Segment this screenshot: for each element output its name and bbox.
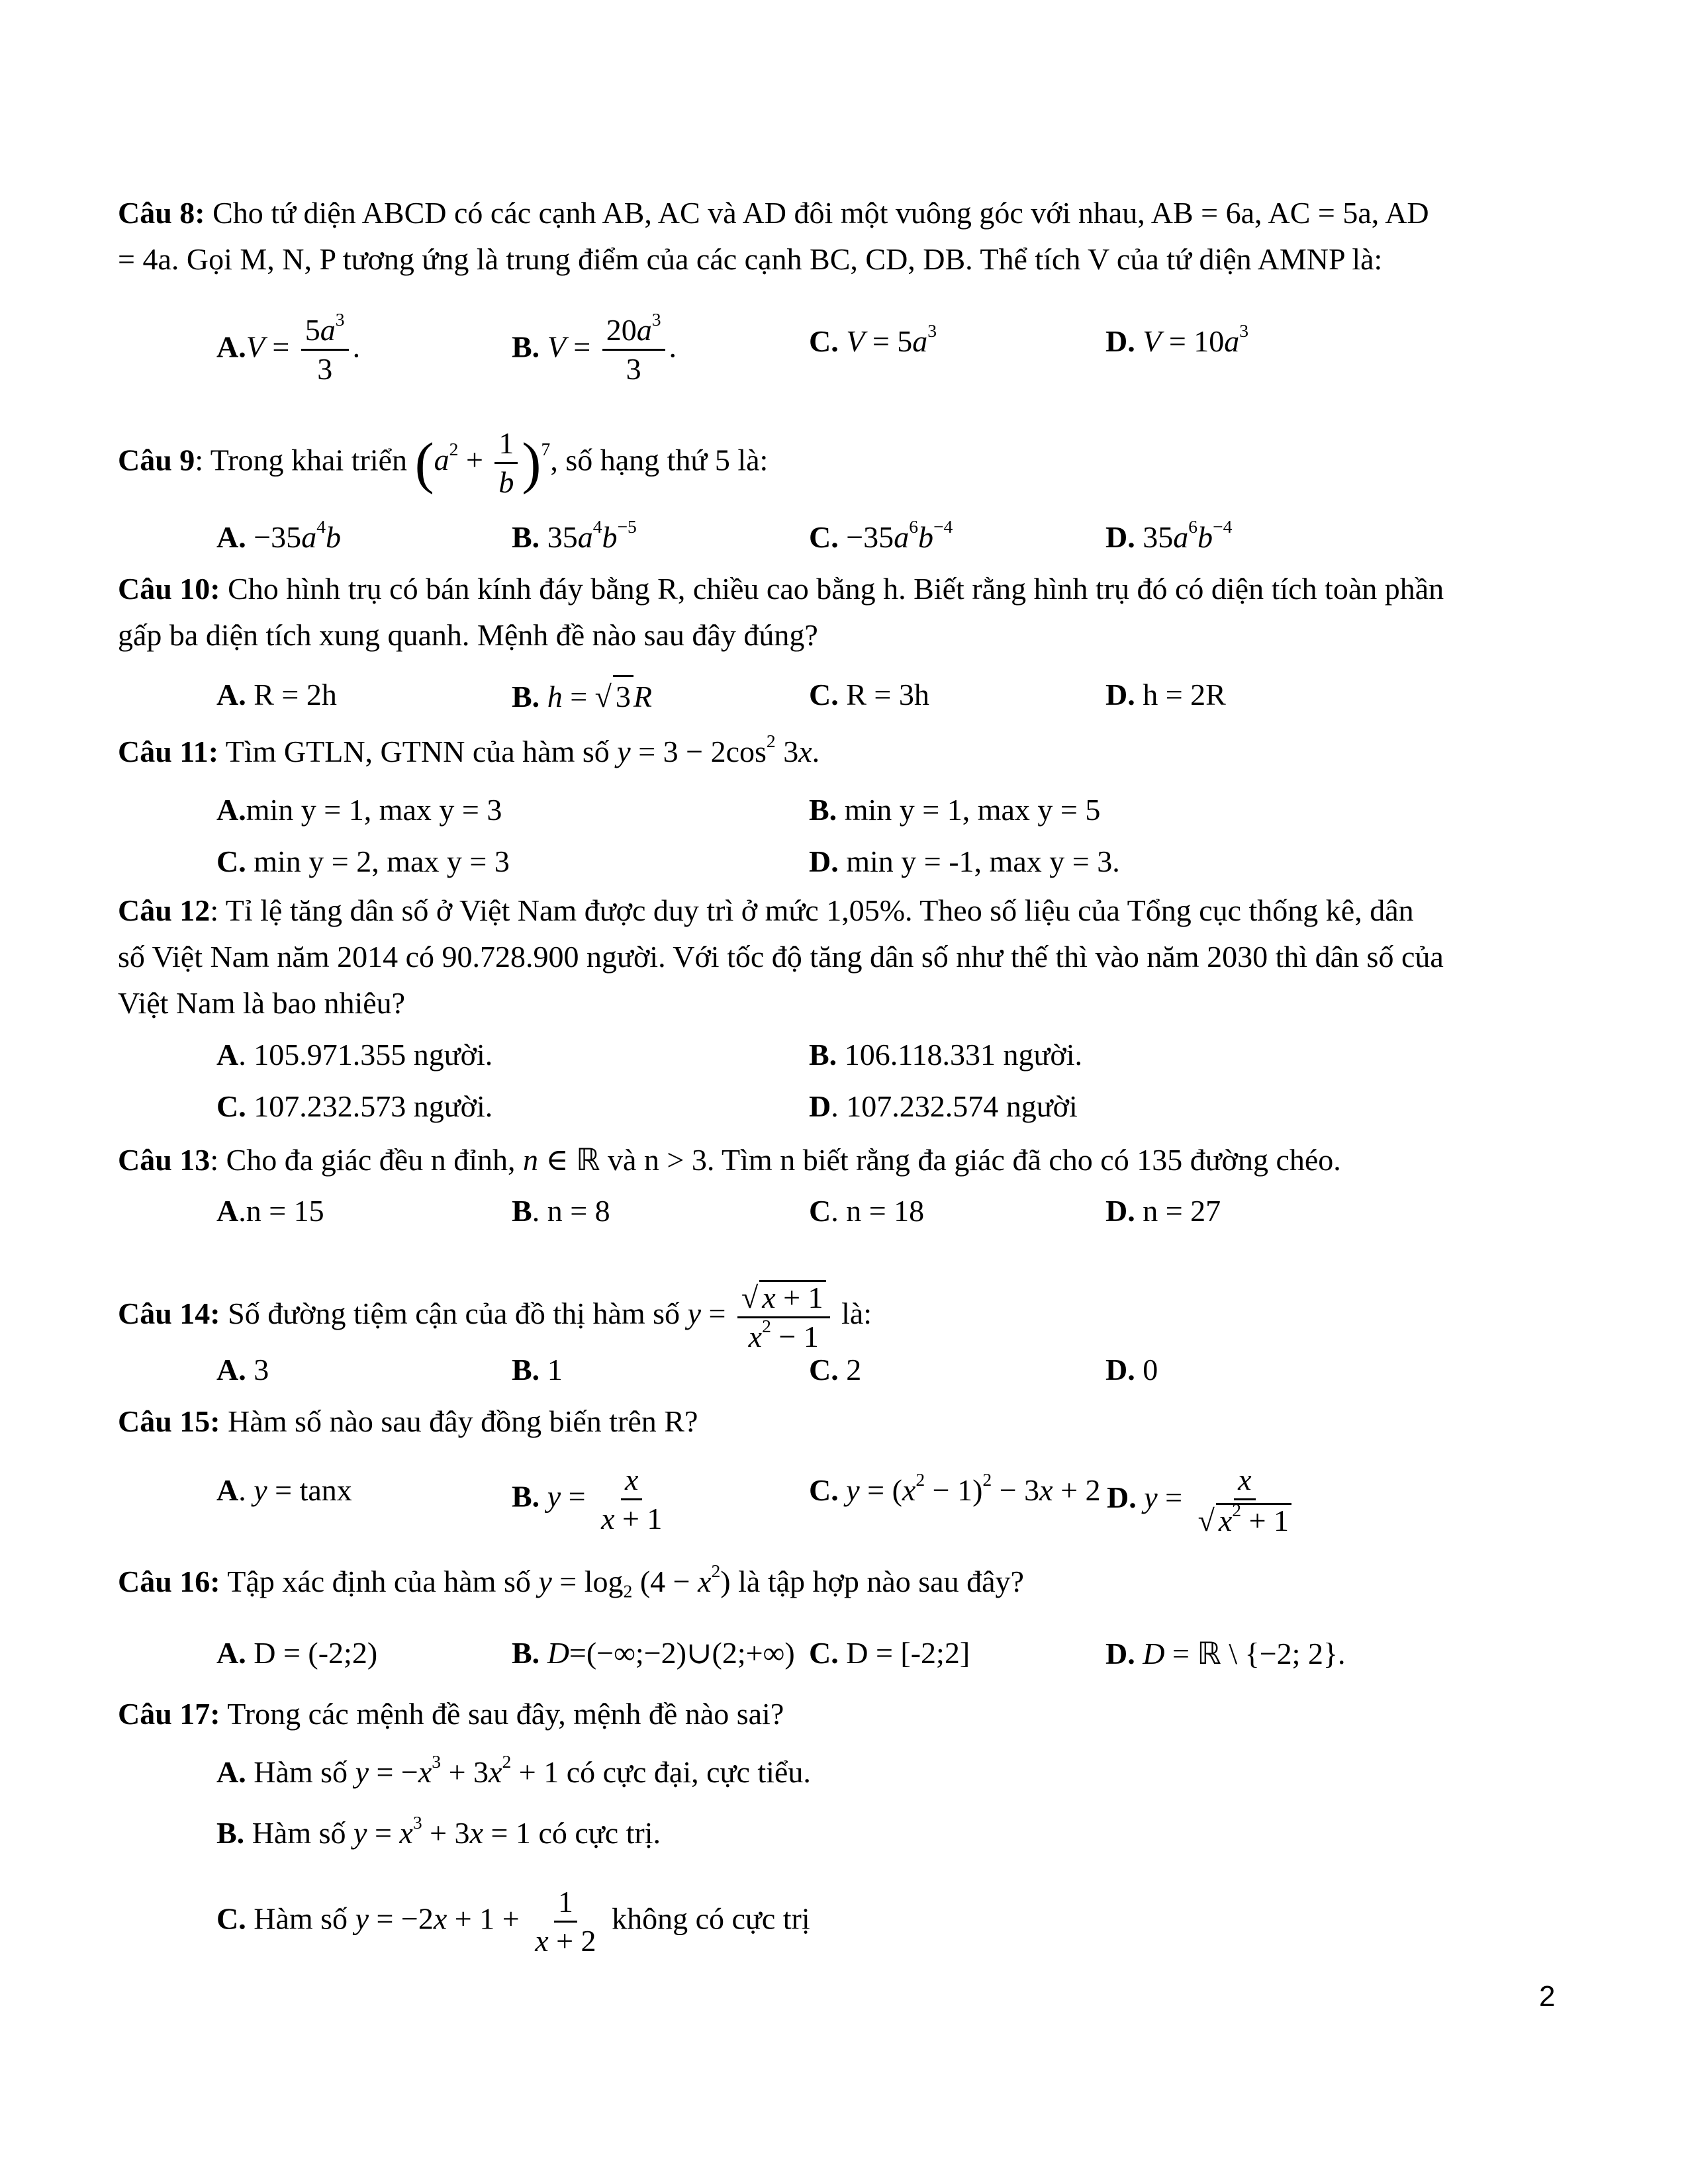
question-11-line: Câu 11: Tìm GTLN, GTNN của hàm số $y = 3 - 2\cos^2$ 3x. [118,730,820,768]
question-9-option-b: B. $35a^4b^{-5}$ [512,516,637,554]
question-13-option-a: A.n = 15 [216,1194,324,1228]
question-8-line-1 [118,193,1429,233]
question-12-line-1: Câu 12: Tỉ lệ tăng dân số ở Việt Nam được duy trì ở mức 1,05%. Theo số liệu của Tổng cục thống kê, dân [118,893,1414,927]
question-9-expression: ($a^2$ + $\frac{1}{b}$ )$^7$ [414,426,551,500]
question-12-option-d: D. 107.232.574 người [809,1089,1078,1123]
question-12-option-a: A. 105.971.355 người. [216,1038,493,1071]
question-11-option-a: A.min y = 1, max y = 3 [216,793,502,827]
question-15-option-b: B. y = $\frac{x}{x + 1}$ [512,1463,663,1536]
question-16-option-b: B. D=(−∞;−2)∪(2;+∞) [512,1636,795,1670]
question-14-line: Câu 14: Số đường tiệm cận của đồ thị hàm số y = $\frac{√ x + 1}{x^2 - 1}$ là: [118,1281,872,1354]
question-12-line-3: Việt Nam là bao nhiêu? [118,986,406,1020]
question-8-line-2 [118,240,1382,279]
question-10-option-c: C. R = 3h [809,678,929,711]
question-13-line: Câu 13: Cho đa giác đều n đỉnh, n ∈ ℝ và n > 3. Tìm n biết rằng đa giác đã cho có 135 đường chéo. [118,1142,1341,1177]
question-12-option-c: C. 107.232.573 người. [216,1089,493,1123]
question-10-option-b: B. h = √ 3R [512,675,652,717]
question-10-line-1: Câu 10: Cho hình trụ có bán kính đáy bằng R, chiều cao bằng h. Biết rằng hình trụ đó có diện tích toàn phần [118,572,1444,606]
question-16-line: Câu 16: Tập xác định của hàm số $y = \log_2 (4 - x^2)$ là tập hợp nào sau đây? [118,1560,1024,1602]
question-16-option-d: D. D = ℝ \ {−2; 2}. [1105,1635,1346,1671]
question-8-text-2: = 4a. Gọi M, N, P tương ứng là trung điểm của các cạnh BC, CD, DB. Thể tích V của tứ diện AMNP là: [118,242,1383,276]
question-11-option-c: C. min y = 2, max y = 3 [216,844,510,878]
question-15-option-d: D. y = $\frac{x}{√ x^2 + 1}$ [1107,1464,1299,1537]
question-11-option-d: D. min y = -1, max y = 3. [809,844,1120,878]
question-11-expression: $y = 3 - 2\cos^2$ 3x. [617,730,820,768]
question-11-option-b: B. min y = 1, max y = 5 [809,793,1101,827]
question-14-expression: y = $\frac{√ x + 1}{x^2 - 1}$ [688,1297,834,1330]
question-9-option-c: C. $-35a^6b^{-4}$ [809,516,953,554]
question-12-option-b: B. 106.118.331 người. [809,1038,1083,1071]
question-16-expression: $y = \log_2 (4 - x^2)$ [538,1560,731,1602]
question-8-option-b: B. V = $\frac{20a^3}{3}$ . [512,308,677,387]
question-15-line: Câu 15: Hàm số nào sau đây đồng biến trên R? [118,1404,698,1438]
question-17-option-c: C. Hàm số y = −2x + 1 + $\frac{1}{x + 2}$ không có cực trị [216,1885,810,1958]
question-9-option-a: A. $-35a^4b$ [216,516,341,554]
question-9-line: Câu 9: Trong khai triển ($a^2$ + $\frac{1}{b}$ )$^7$, số hạng thứ 5 là: [118,426,769,500]
question-8-label: Câu 8: [118,196,205,230]
question-8-option-a: A.V = $\frac{5a^3}{3}$ . [216,308,361,387]
question-13-option-d: D. n = 27 [1105,1194,1221,1228]
question-16-option-c: C. D = [-2;2] [809,1636,970,1670]
question-16-option-a: A. D = (-2;2) [216,1636,378,1670]
question-10-option-d: D. h = 2R [1105,678,1226,711]
question-10-line-2: gấp ba diện tích xung quanh. Mệnh đề nào sau đây đúng? [118,618,818,652]
question-14-option-b: B. 1 [512,1353,563,1387]
question-13-expression: n ∈ ℝ [523,1142,600,1177]
question-12-line-2: số Việt Nam năm 2014 có 90.728.900 người. Với tốc độ tăng dân số như thế thì vào năm 2030 thì dân số của [118,940,1444,974]
page-number: 2 [1539,1980,1556,2013]
question-15-option-c: C. $y = (x^2 - 1)^2 - 3x + 2$ [809,1469,1101,1507]
question-8-text-1: Cho tứ diện ABCD có các cạnh AB, AC và AD đôi một vuông góc với nhau, AB = 6a, AC = 5a, AD [212,196,1429,230]
question-10-option-a: A. R = 2h [216,678,337,711]
question-13-option-b: B. n = 8 [512,1194,610,1228]
question-14-option-c: C. 2 [809,1353,862,1387]
question-8-option-c: C. $V = 5a^3$ [809,320,937,358]
question-14-option-a: A. 3 [216,1353,269,1387]
question-9-option-d: D. $35a^6b^{-4}$ [1105,516,1233,554]
question-14-option-d: D. 0 [1105,1353,1158,1387]
question-8-option-d: D. $V = 10a^3$ [1105,320,1249,358]
question-17-line: Câu 17: Trong các mệnh đề sau đây, mệnh đề nào sai? [118,1697,784,1731]
question-15-option-a: A. y = tanx [216,1473,352,1507]
question-17-option-a: A. Hàm số $y = -x^3 + 3x^2 + 1$ có cực đại, cực tiểu. [216,1751,811,1789]
question-17-option-b: B. Hàm số $y = x^3 + 3x = 1$ có cực trị. [216,1811,661,1850]
question-13-option-c: C. n = 18 [809,1194,925,1228]
